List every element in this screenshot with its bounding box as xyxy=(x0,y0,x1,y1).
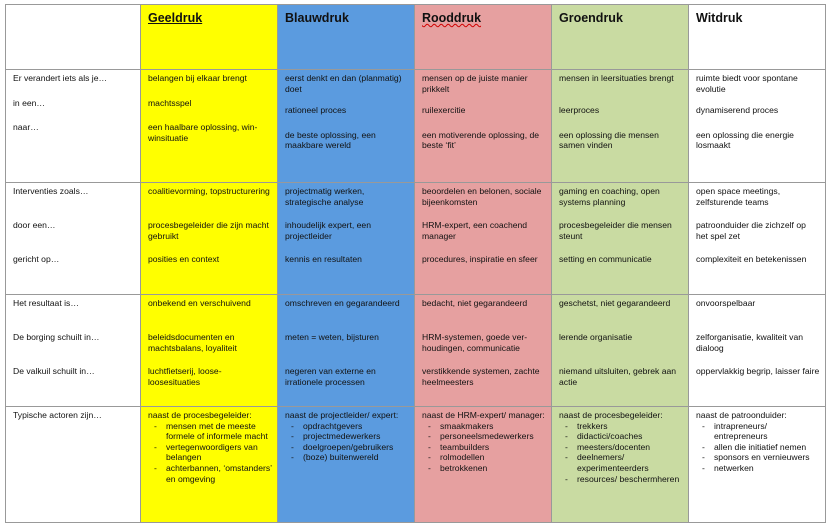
cell-text: meten = weten, bijsturen xyxy=(285,332,379,342)
list-item: - allen die initiatief nemen xyxy=(714,442,820,453)
cell-groendruk xyxy=(552,295,689,407)
cell-text: verstikkende systemen, zachte heelmeesters xyxy=(422,366,540,387)
cell-witdruk xyxy=(689,70,826,183)
cell-text: oppervlakkig begrip, laisser faire xyxy=(696,366,820,376)
list-item: - mensen met de meeste formele of informele macht xyxy=(166,421,272,442)
cell-text: mensen op de juiste manier prikkelt xyxy=(422,73,528,94)
row-label: Typische actoren zijn… xyxy=(13,410,102,420)
cell-text: mensen in leersituaties brengt xyxy=(559,73,674,83)
cell-text: eerst denkt en dan (planmatig) doet xyxy=(285,73,402,94)
cell-witdruk xyxy=(689,295,826,407)
list-item: - rolmodellen xyxy=(440,452,546,463)
cell-geeldruk xyxy=(141,295,278,407)
cell-text: omschreven en gegarandeerd xyxy=(285,298,400,308)
cell-text: beleidsdocumenten en machtsbalans, loyaliteit xyxy=(148,332,237,353)
list-item: - sponsors en vernieuwers xyxy=(714,452,820,463)
row-interventies xyxy=(6,183,826,295)
cell-geeldruk xyxy=(141,70,278,183)
row-label-cell xyxy=(6,407,141,523)
cell-text: een motiverende oplossing, de beste ‘fit’ xyxy=(422,129,540,151)
cell-text: open space meetings, zelfsturende teams xyxy=(696,186,781,207)
cell-text: posities en context xyxy=(148,254,220,264)
list-item: - trekkers xyxy=(577,421,683,432)
cell-text: ruilexercitie xyxy=(422,105,466,115)
cell-text: geschetst, niet gegarandeerd xyxy=(559,298,671,308)
cell-text: onvoorspelbaar xyxy=(696,298,756,308)
cell-text: bedacht, niet gegarandeerd xyxy=(422,298,528,308)
cell-text: negeren van externe en irrationele processen xyxy=(285,366,376,387)
cell-blauwdruk xyxy=(278,183,415,295)
cell-text: niemand uitsluiten, gebrek aan actie xyxy=(559,366,677,387)
cell-witdruk xyxy=(689,183,826,295)
cell-text: een oplossing die mensen samen vinden xyxy=(559,129,659,151)
list-item: - smaakmakers xyxy=(440,421,546,432)
cell-rooddruk xyxy=(415,70,552,183)
actors-list xyxy=(559,421,683,485)
actors-list xyxy=(696,421,820,474)
cell-text: onbekend en verschuivend xyxy=(148,298,251,308)
row-verandering xyxy=(6,70,826,183)
cell-blauwdruk xyxy=(278,295,415,407)
cell-text: dynamiserend proces xyxy=(696,105,779,115)
actors-intro: naast de patroonduider: xyxy=(696,410,787,420)
row-label-cell xyxy=(6,295,141,407)
list-item: - achterbannen, ‘omstanders’ en omgeving xyxy=(166,463,272,484)
cell-text: ruimte biedt voor spontane evolutie xyxy=(696,73,798,94)
cell-geeldruk xyxy=(141,183,278,295)
cell-text: lerende organisatie xyxy=(559,332,633,342)
header-blauwdruk: Blauwdruk xyxy=(278,5,415,70)
row-resultaat xyxy=(6,295,826,407)
cell-text: de beste oplossing, een maakbare wereld xyxy=(285,129,376,151)
actors-intro: naast de procesbegeleider: xyxy=(559,410,663,420)
cell-blauwdruk xyxy=(278,70,415,183)
row-label: Het resultaat is… xyxy=(13,298,79,308)
row-label-cell xyxy=(6,183,141,295)
cell-text: leerproces xyxy=(559,105,600,115)
actors-intro: naast de projectleider/ expert: xyxy=(285,410,399,420)
cell-rooddruk xyxy=(415,407,552,523)
row-label: gericht op… xyxy=(13,254,60,264)
list-item: - doelgroepen/gebruikers xyxy=(303,442,409,453)
list-item: - didactici/coaches xyxy=(577,431,683,442)
list-item: - netwerken xyxy=(714,463,820,474)
cell-groendruk xyxy=(552,183,689,295)
cell-blauwdruk xyxy=(278,407,415,523)
cell-text: complexiteit en betekenissen xyxy=(696,254,807,264)
cell-witdruk xyxy=(689,407,826,523)
list-item: - (boze) buitenwereld xyxy=(303,452,409,463)
actors-list xyxy=(148,421,272,485)
row-label: naar… xyxy=(13,122,39,133)
cell-text: een haalbare oplossing, win-winsituatie xyxy=(148,122,258,143)
list-item: - resources/ beschermheren xyxy=(577,474,683,485)
list-item: - intrapreneurs/ entrepreneurs xyxy=(714,421,820,442)
list-item: - personeelsmedewerkers xyxy=(440,431,546,442)
cell-text: HRM-expert, een coachend manager xyxy=(422,220,528,241)
actors-intro: naast de procesbegeleider: xyxy=(148,410,252,420)
row-label: Er verandert iets als je… xyxy=(13,73,108,83)
list-item: - teambuilders xyxy=(440,442,546,453)
list-item: - projectmedewerkers xyxy=(303,431,409,442)
cell-text: machtsspel xyxy=(148,97,192,108)
row-actoren xyxy=(6,407,826,523)
row-label: De borging schuilt in… xyxy=(13,332,100,342)
cell-text: procedures, inspiratie en sfeer xyxy=(422,254,538,264)
corner-cell xyxy=(6,5,141,70)
actors-list xyxy=(422,421,546,474)
cell-text: gaming en coaching, open systems planning xyxy=(559,186,660,207)
list-item: - opdrachtgevers xyxy=(303,421,409,432)
list-item: - deelnemers/ experimenteerders xyxy=(577,452,683,473)
header-rooddruk: Rooddruk xyxy=(415,5,552,70)
cell-text: een oplossing die energie losmaakt xyxy=(696,129,794,151)
list-item: - betrokkenen xyxy=(440,463,546,474)
row-label: in een… xyxy=(13,97,46,108)
cell-groendruk xyxy=(552,70,689,183)
header-geeldruk: Geeldruk xyxy=(141,5,278,70)
cell-text: beoordelen en belonen, sociale bijeenkomsten xyxy=(422,186,542,207)
header-witdruk: Witdruk xyxy=(689,5,826,70)
cell-text: rationeel proces xyxy=(285,105,347,115)
cell-text: procesbegeleider die zijn macht gebruikt xyxy=(148,220,269,241)
row-label: door een… xyxy=(13,220,56,230)
cell-text: HRM-systemen, goede ver-houdingen, communicatie xyxy=(422,332,528,353)
cell-text: coalitievorming, topstructurering xyxy=(148,186,270,196)
row-label-cell xyxy=(6,70,141,183)
cell-text: kennis en resultaten xyxy=(285,254,362,264)
list-item: - vertegenwoordigers van belangen xyxy=(166,442,272,463)
cell-text: patroonduider die zichzelf op het spel zet xyxy=(696,220,806,241)
cell-groendruk xyxy=(552,407,689,523)
cell-text: projectmatig werken, strategische analyse xyxy=(285,186,365,207)
cell-text: zelforganisatie, kwaliteit van dialoog xyxy=(696,332,803,353)
list-item: - meesters/docenten xyxy=(577,442,683,453)
cell-text: belangen bij elkaar brengt xyxy=(148,73,247,83)
actors-intro: naast de HRM-expert/ manager: xyxy=(422,410,545,420)
change-colors-table xyxy=(5,4,826,523)
cell-rooddruk xyxy=(415,183,552,295)
row-label: Interventies zoals… xyxy=(13,186,89,196)
cell-text: luchtfietserij, loose-loosesituaties xyxy=(148,366,222,387)
cell-text: setting en communicatie xyxy=(559,254,652,264)
header-groendruk: Groendruk xyxy=(552,5,689,70)
cell-text: inhoudelijk expert, een projectleider xyxy=(285,220,371,241)
cell-text: procesbegeleider die mensen steunt xyxy=(559,220,672,241)
cell-rooddruk xyxy=(415,295,552,407)
row-label: De valkuil schuilt in… xyxy=(13,366,95,376)
actors-list xyxy=(285,421,409,463)
header-row xyxy=(6,5,826,70)
cell-geeldruk xyxy=(141,407,278,523)
